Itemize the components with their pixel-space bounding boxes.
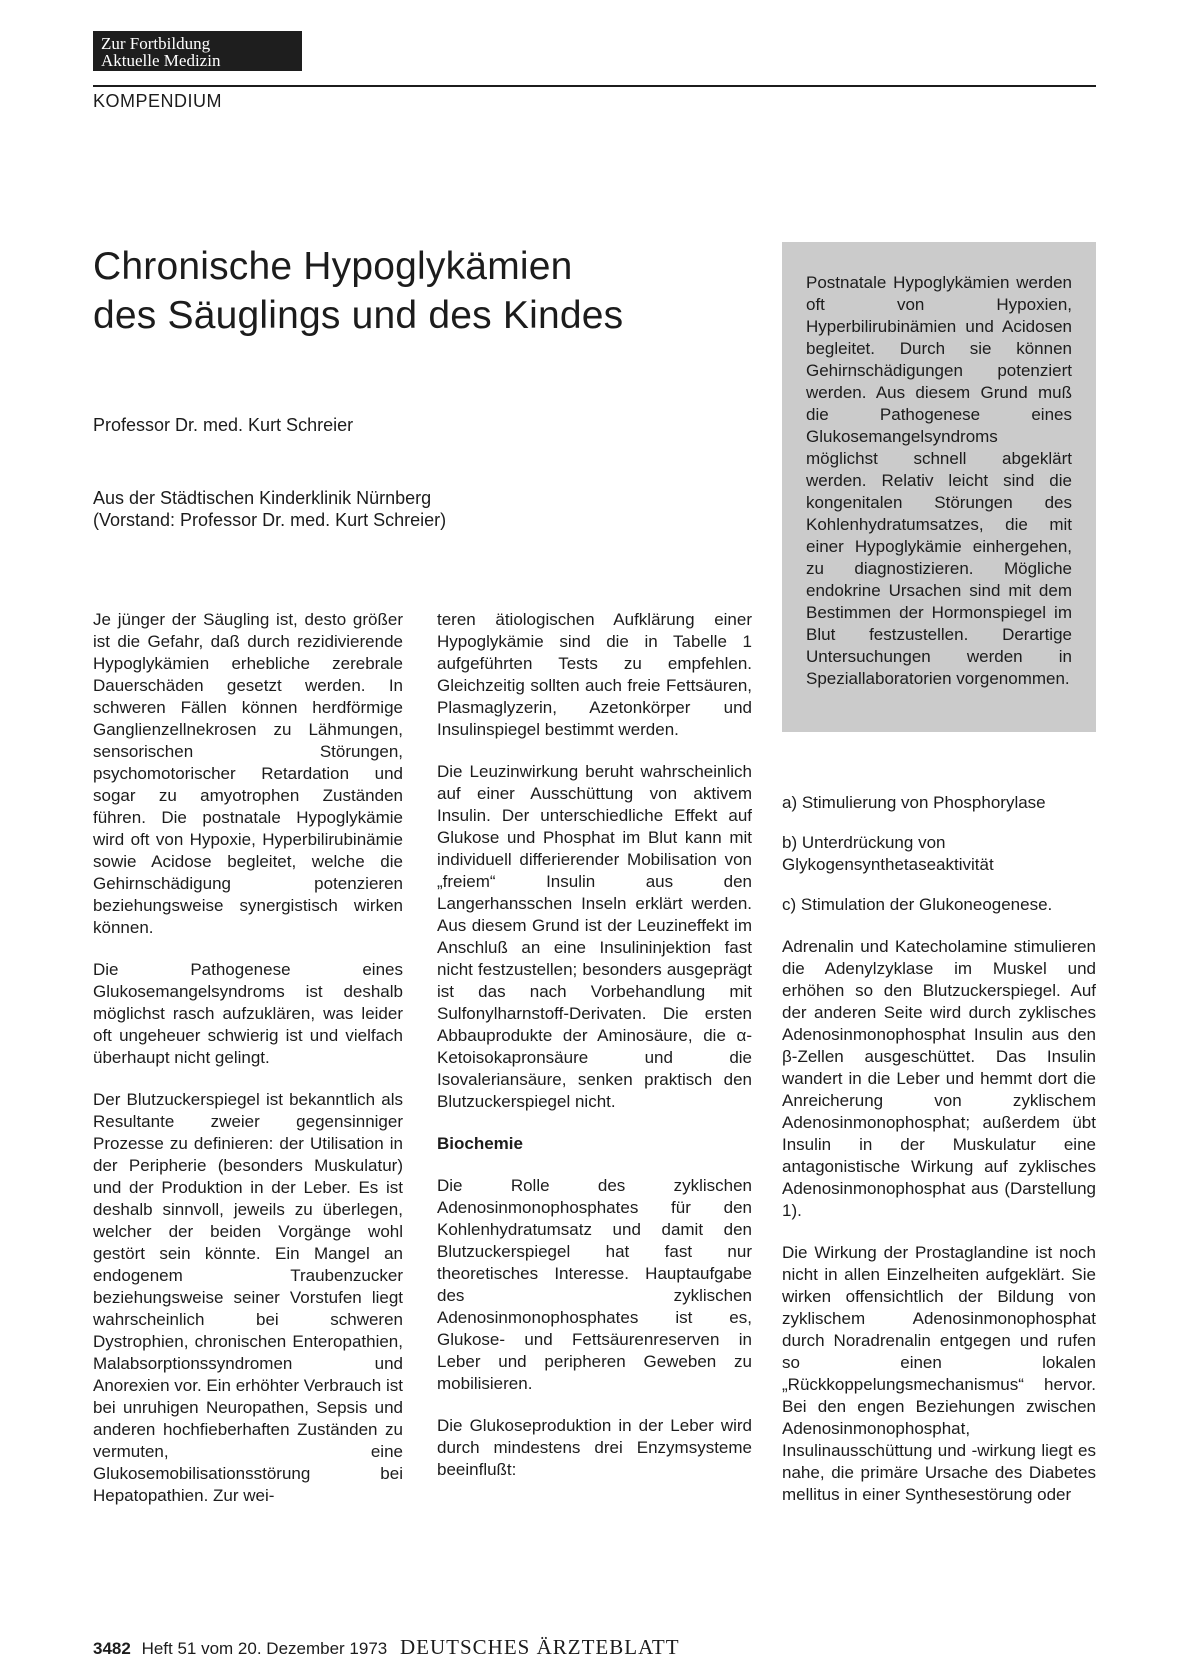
- article-title-line2: des Säuglings und des Kindes: [93, 294, 624, 337]
- section-label: KOMPENDIUM: [93, 91, 223, 111]
- list-item: b) Unterdrückung von Glykogensynthetaseaktivität: [782, 833, 994, 874]
- affiliation: [93, 487, 446, 531]
- series-label-line1: Zur Fortbildung: [101, 34, 211, 53]
- issue-info: Heft 51 vom 20. Dezember 1973: [141, 1639, 388, 1658]
- paragraph: Je jünger der Säugling ist, desto größer ist die Gefahr, daß durch rezidivierende Hypoglykämien erhebliche zerebrale Dauerschäden gesetzt werden. In schweren Fällen können herdförmige Ganglienzellnekrosen zu Lähmungen, sensorischen Störungen, psychomotorischer Retardation und sogar zu amyotrophen Zuständen führen. Die postnatale Hypoglykämie wird oft von Hypoxie, Hyperbilirubinämie sowie Acidose begleitet, welche die Gehirnschädigung potenzieren beziehungsweise synergistisch wirken können.: [93, 610, 403, 937]
- list-item: a) Stimulierung von Phosphorylase: [782, 793, 1046, 812]
- paragraph: Die Rolle des zyklischen Adenosinmonophosphates für den Kohlenhydratumsatz und damit den Blutzuckerspiegel hat fast nur theoretisches Interesse. Hauptaufgabe des zyklischen Adenosinmonophosphates ist es, Glukose- und Fettsäurenreserven in Leber und peripheren Geweben zu mobilisieren.: [437, 1176, 752, 1393]
- paragraph: Die Glukoseproduktion in der Leber wird durch mindestens drei Enzymsysteme beeinflußt:: [437, 1416, 752, 1479]
- abstract-box: [782, 242, 1096, 732]
- header-rule: [93, 85, 1096, 87]
- affiliation-line1: Aus der Städtischen Kinderklinik Nürnberg: [93, 488, 432, 508]
- series-label-line2: Aktuelle Medizin: [101, 51, 221, 70]
- article-title-line1: Chronische Hypoglykämien: [93, 245, 573, 288]
- paragraph: Die Wirkung der Prostaglandine ist noch nicht in allen Einzelheiten aufgeklärt. Sie wirken offensichtlich der Bildung von zyklischem Adenosinmonophosphat durch Noradrenalin entgegen und rufen so einen lokalen „Rückkoppelungsmechanismus“ hervor. Bei den engen Beziehungen zwischen Adenosinmonophosphat, Insulinausschüttung und -wirkung liegt es nahe, die primäre Ursache des Diabetes mellitus in einer Synthesestörung oder: [782, 1243, 1096, 1504]
- page-footer: [93, 1636, 680, 1660]
- paragraph: Der Blutzuckerspiegel ist bekanntlich als Resultante zweier gegensinniger Prozesse zu definieren: der Utilisation in der Peripherie (besonders Muskulatur) und der Produktion in der Leber. Es ist deshalb sinnvoll, jeweils zu überlegen, welcher der beiden Vorgänge wohl gestört sein könnte. Ein Mangel an endogenem Traubenzucker beziehungsweise seiner Vorstufen liegt wahrscheinlich bei schweren Dystrophien, chronischen Enteropathien, Malabsorptionssyndromen und Anorexien vor. Ein erhöhter Verbrauch ist bei unruhigen Neuropathen, Sepsis und anderen hochfieberhaften Zuständen zu vermuten, eine Glukosemobilisationsstörung bei Hepatopathien. Zur wei-: [93, 1090, 403, 1505]
- abstract-text: Postnatale Hypoglykämien werden oft von Hypoxien, Hyperbilirubinämien und Acidosen begleitet. Durch sie können Gehirnschädigungen potenziert werden. Aus diesem Grund muß die Pathogenese eines Glukosemangelsyndroms möglichst schnell abgeklärt werden. Relativ leicht sind die kongenitalen Störungen des Kohlenhydratumsatzes, die mit einer Hypoglykämie einhergehen, zu diagnostizieren. Mögliche endokrine Ursachen sind mit dem Bestimmen der Hormonspiegel im Blut festzustellen. Derartige Untersuchungen werden in Speziallaboratorien vorgenommen.: [806, 273, 1072, 688]
- body-column-1: [93, 609, 403, 1507]
- body-column-2: [437, 609, 752, 1481]
- paragraph: Die Pathogenese eines Glukosemangelsyndroms ist deshalb möglichst rasch aufzuklären, was leider oft ungeheuer schwierig ist und vielfach überhaupt nicht gelingt.: [93, 960, 403, 1067]
- article-title: [93, 242, 733, 340]
- series-label-box: [93, 31, 302, 71]
- author-line: Professor Dr. med. Kurt Schreier: [93, 415, 354, 435]
- section-heading-biochemie: Biochemie: [437, 1134, 523, 1153]
- list-item: c) Stimulation der Glukoneogenese.: [782, 895, 1053, 914]
- affiliation-line2: (Vorstand: Professor Dr. med. Kurt Schreier): [93, 510, 447, 530]
- page-number: 3482: [93, 1639, 131, 1658]
- paragraph: Adrenalin und Katecholamine stimulieren die Adenylzyklase im Muskel und erhöhen so den Blutzuckerspiegel. Auf der anderen Seite wird durch zyklisches Adenosinmonophosphat Insulin aus den β-Zellen ausgeschüttet. Das Insulin wandert in die Leber und hemmt dort die Anreicherung von zyklischem Adenosinmonophosphat; außerdem übt Insulin in der Muskulatur eine antagonistische Wirkung auf zyklisches Adenosinmonophosphat aus (Darstellung 1).: [782, 937, 1096, 1220]
- journal-name: DEUTSCHES ÄRZTEBLATT: [399, 1635, 680, 1659]
- paragraph: teren ätiologischen Aufklärung einer Hypoglykämie sind die in Tabelle 1 aufgeführten Tests zu empfehlen. Gleichzeitig sollten auch freie Fettsäuren, Plasmaglyzerin, Azetonkörper und Insulinspiegel bestimmt werden.: [437, 610, 752, 739]
- body-column-3: [782, 792, 1096, 1506]
- paragraph: Die Leuzinwirkung beruht wahrscheinlich auf einer Ausschüttung von aktivem Insulin. Der unterschiedliche Effekt auf Glukose und Phosphat im Blut kann mit individuell differierender Mobilisation von „freiem“ Insulin aus den Langerhansschen Inseln erklärt werden. Aus diesem Grund ist der Leuzineffekt im Anschluß an eine Insulininjektion fast nicht festzustellen; besonders ausgeprägt ist das nach Vorbehandlung mit Sulfonylharnstoff-Derivaten. Die ersten Abbauprodukte der Aminosäure, die α-Ketoisokapronsäure und die Isovaleriansäure, senken praktisch den Blutzuckerspiegel nicht.: [437, 762, 752, 1111]
